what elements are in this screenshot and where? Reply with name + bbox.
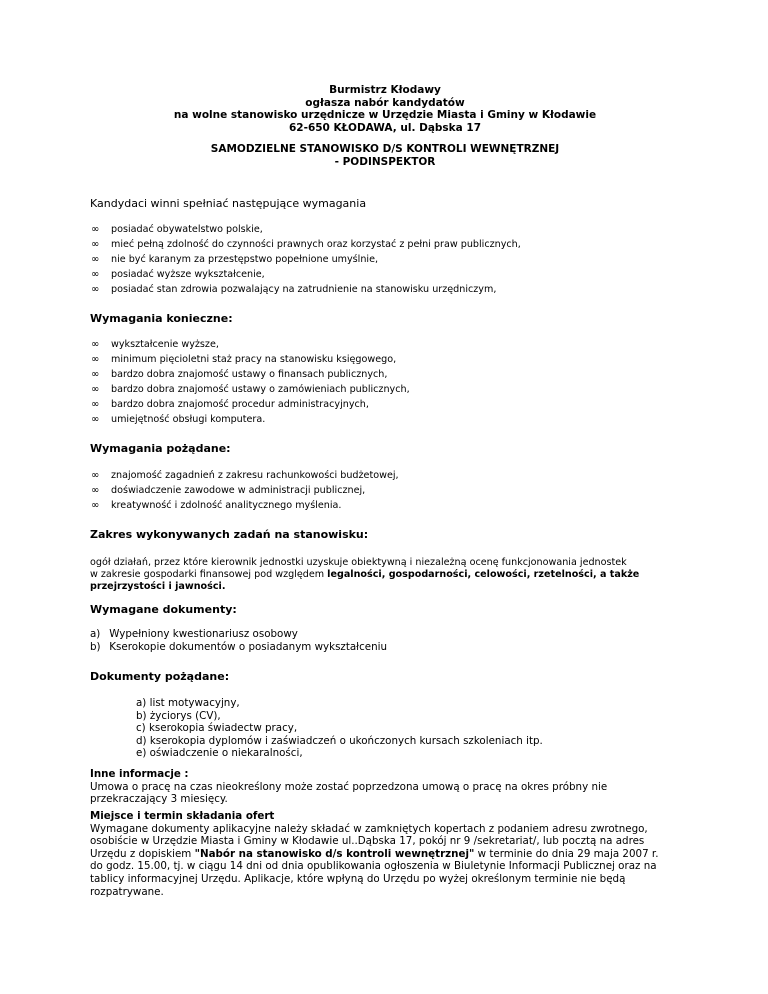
bullet-icon: ∞ — [91, 224, 100, 235]
list-item: d) kserokopia dyplomów i zaświadczeń o ukończonych kursach szkoleniach itp. — [136, 734, 543, 747]
docs-required-list — [90, 628, 387, 653]
docs-desired-heading: Dokumenty pożądane: — [90, 670, 230, 683]
bullet-icon: ∞ — [91, 399, 100, 410]
bullet-icon: ∞ — [91, 369, 100, 380]
header-line-office: na wolne stanowisko urzędnicze w Urzędzie Miasta i Gminy w Kłodawie — [173, 109, 597, 121]
bullet-icon: ∞ — [91, 339, 100, 350]
position-title — [90, 143, 680, 168]
list-item: a) list motywacyjny, — [136, 697, 240, 709]
header-line-address: 62-650 KŁODAWA, ul. Dąbska 17 — [288, 121, 482, 134]
list-item: b) Kserokopie dokumentów o posiadanym wykształceniu — [90, 640, 388, 653]
bullet-icon: ∞ — [91, 384, 100, 395]
bullet-icon: ∞ — [91, 354, 100, 365]
scope-heading: Zakres wykonywanych zadań na stanowisku: — [90, 528, 369, 541]
submission-section: Miejsce i termin składania ofert Wymagane dokumenty aplikacyjne należy składać w zamkniętych kopertach z podaniem adresu zwrotnego, osobiście w Urzędzie Miasta i Gminy w Kłodawie ul..Dąbska 17, pokój nr 9 /sekretariat/, lub pocztą na adres Urzędu z dopiskiem "Nabór na stanowisko d/s kontroli wewnętrznej" w terminie do dnia 29 maja 2007 r. do godz. 15.00, tj. w ciągu 14 dni od dnia opublikowania ogłoszenia w Biuletynie Informacji Publicznej oraz na tablicy informacyjnej Urzędu. Aplikacje, które wpłyną do Urzędu po wyżej określonym terminie nie będą rozpatrywane. — [90, 810, 659, 898]
bullet-icon: ∞ — [91, 254, 100, 265]
desired-heading: Wymagania pożądane: — [90, 442, 231, 455]
docs-desired-list — [136, 697, 543, 760]
bullet-icon: ∞ — [91, 269, 100, 280]
list-item: c) kserokopia świadectw pracy, — [136, 722, 298, 734]
list-item: a) Wypełniony kwestionariusz osobowy — [90, 628, 298, 640]
position-title-line2: - PODINSPEKTOR — [334, 155, 436, 168]
announcement-header — [90, 84, 680, 134]
list-item: e) oświadczenie o niekaralności, — [136, 747, 303, 759]
submission-heading: Miejsce i termin składania ofert — [90, 810, 275, 822]
bullet-icon: ∞ — [91, 239, 100, 250]
header-line-mayor: Burmistrz Kłodawy — [329, 84, 441, 96]
position-title-line1: SAMODZIELNE STANOWISKO D/S KONTROLI WEWNĘTRZNEJ — [210, 143, 560, 155]
bullet-icon: ∞ — [91, 414, 100, 425]
other-info-section: Inne informacje : Umowa o pracę na czas nieokreślony może zostać poprzedzona umową o pracę na okres próbny nie przekraczający 3 miesięcy. — [90, 768, 608, 806]
bullet-icon: ∞ — [91, 485, 100, 496]
list-item: b) życiorys (CV), — [136, 709, 221, 722]
docs-required-heading: Wymagane dokumenty: — [90, 603, 237, 616]
general-requirements-heading: Kandydaci winni spełniać następujące wymagania — [90, 197, 367, 210]
header-line-announces: ogłasza nabór kandydatów — [305, 96, 465, 109]
bullet-icon: ∞ — [91, 500, 100, 511]
scope-text: ogół działań, przez które kierownik jednostki uzyskuje obiektywną i niezależną ocenę funkcjonowania jednostek w zakresie gospodarki finansowej pod względem legalności, gospodarności, celowości, rzetelności, a także przejrzystości i jawności. — [90, 557, 640, 592]
bullet-icon: ∞ — [91, 284, 100, 295]
other-info-heading: Inne informacje : — [90, 768, 189, 780]
required-heading: Wymagania konieczne: — [90, 312, 233, 325]
bullet-icon: ∞ — [91, 470, 100, 481]
